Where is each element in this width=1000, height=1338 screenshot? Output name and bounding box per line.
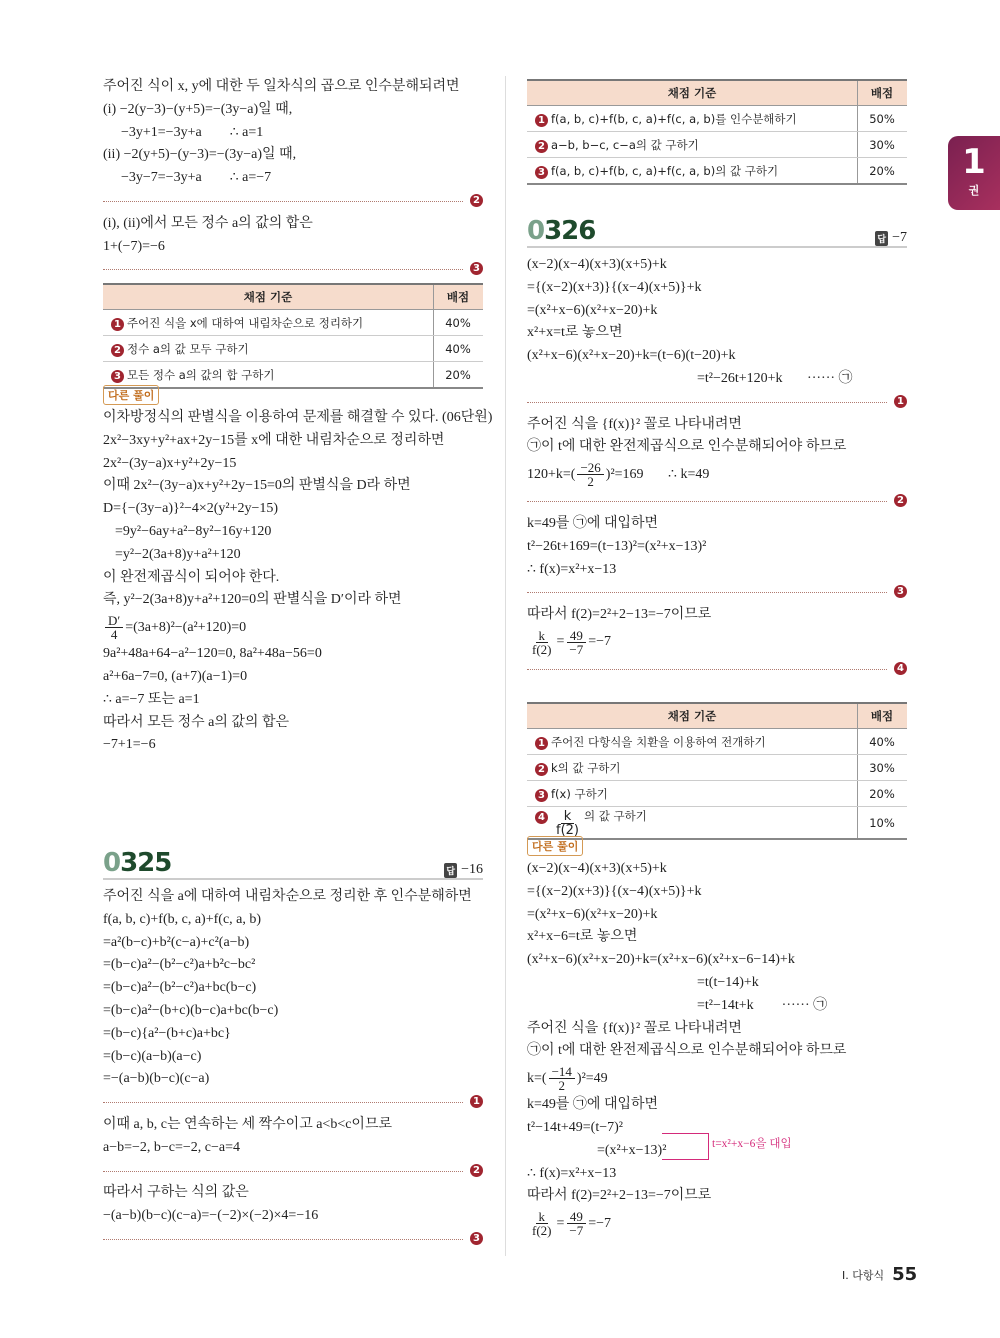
problem-number-prefix: 0 xyxy=(103,848,121,878)
criteria-text: 의 값 구하기 xyxy=(584,809,647,823)
points-cell: 20% xyxy=(858,781,908,807)
criteria-cell xyxy=(527,729,858,755)
dotted-rule xyxy=(103,201,463,202)
header-criteria: 채점 기준 xyxy=(527,80,858,106)
step-marker: 3 xyxy=(470,262,483,275)
dotted-rule xyxy=(527,402,887,403)
points-cell: 30% xyxy=(858,132,908,158)
fraction-numerator: −26 xyxy=(577,461,603,475)
solution-line: (ii) −2(y+5)−(y−3)=−(3y−a)일 때, xyxy=(103,147,297,163)
points-cell: 10% xyxy=(858,807,908,840)
header-points: 배점 xyxy=(858,80,908,106)
step-number-icon: 1 xyxy=(111,318,124,331)
equation-text: )²=49 xyxy=(576,1070,608,1086)
problem-0326 xyxy=(527,214,907,681)
fraction-denominator: 2 xyxy=(558,1078,565,1094)
table-row xyxy=(527,781,907,807)
fraction-numerator: k xyxy=(561,810,575,824)
equation-text: = xyxy=(556,1215,565,1231)
solution-line: 따라서 f(2)=2²+2−13=−7이므로 xyxy=(527,607,712,623)
solution-line: 주어진 식을 a에 대하여 내림차순으로 정리한 후 인수분해하면 xyxy=(103,889,472,904)
step-marker: 3 xyxy=(470,1232,483,1245)
step-marker: 2 xyxy=(470,1164,483,1177)
score-table xyxy=(527,79,907,185)
fraction xyxy=(105,614,123,641)
criteria-text: f(x) 구하기 xyxy=(551,786,608,801)
fraction xyxy=(566,1210,586,1237)
step-divider xyxy=(103,190,483,213)
points-cell: 30% xyxy=(858,755,908,781)
step-number-icon: 3 xyxy=(111,370,124,383)
answer-label: 답 xyxy=(444,863,457,878)
solution-line: (x²+x−6)(x²+x−20)+k=(x²+x−6)(x²+x−6−14)+k xyxy=(527,952,795,968)
step-divider xyxy=(103,1228,483,1251)
step-number-icon: 3 xyxy=(535,166,548,179)
solution-line: ∴ f(x)=x²+x−13 xyxy=(527,561,617,577)
problem-number xyxy=(103,848,171,878)
step-divider xyxy=(103,1091,483,1114)
equation-line xyxy=(527,1208,907,1239)
right-alternative-solution xyxy=(527,836,907,1239)
solution-line: =(b−c)a²−(b+c)(b−c)a+bc(b−c) xyxy=(103,1002,279,1018)
substitution-bracket xyxy=(662,1133,709,1160)
equation-text: 120+k=( xyxy=(527,466,576,482)
left-score-table xyxy=(103,283,483,389)
problem-number-rest: 326 xyxy=(544,216,596,246)
step-divider xyxy=(103,1160,483,1183)
page-footer xyxy=(842,1264,917,1285)
solution-line: =9y²−6ay+a²−8y²−16y+120 xyxy=(115,523,272,539)
solution-line: 즉, y²−2(3a+8)y+a²+120=0의 판별식을 D′이라 하면 xyxy=(103,592,402,608)
solution-line: x²+x=t로 놓으면 xyxy=(527,325,623,341)
left-solution-top xyxy=(103,76,483,281)
dotted-rule xyxy=(103,1171,463,1172)
problem-0325 xyxy=(103,846,483,1251)
solution-line: t²−26t+169=(t−13)²=(x²+x−13)² xyxy=(527,538,707,554)
points-cell: 40% xyxy=(858,729,908,755)
fraction-denominator: 4 xyxy=(110,627,118,643)
points-cell: 20% xyxy=(434,362,484,389)
step-number-icon: 1 xyxy=(535,114,548,127)
fraction-numerator: −14 xyxy=(549,1065,575,1079)
criteria-cell xyxy=(527,807,858,840)
step-divider xyxy=(527,391,907,414)
step-marker: 2 xyxy=(470,194,483,207)
solution-line: =(b−c)a²−(b²−c²)a+bc(b−c) xyxy=(103,980,257,996)
left-alt-lines xyxy=(103,407,493,757)
equation-text: k=( xyxy=(527,1070,547,1086)
solution-line: 따라서 모든 정수 a의 값의 합은 xyxy=(103,714,290,730)
fraction-denominator: f(2) xyxy=(532,1223,552,1239)
dotted-rule xyxy=(527,592,887,593)
header-points: 배점 xyxy=(858,703,908,729)
column-divider xyxy=(505,76,506,1256)
criteria-text: f(a, b, c)+f(b, c, a)+f(c, a, b)의 값 구하기 xyxy=(551,163,779,178)
fraction-denominator: f(2) xyxy=(556,823,579,838)
volume-label: 권 xyxy=(968,184,980,197)
substitution-note: t=x²+x−6을 대입 xyxy=(712,1138,792,1150)
solution-line: 따라서 f(2)=2²+2−13=−7이므로 xyxy=(527,1188,712,1204)
solution-line: =−(a−b)(b−c)(c−a) xyxy=(103,1071,210,1087)
table-header-row xyxy=(527,80,907,106)
dotted-rule xyxy=(527,669,887,670)
dotted-rule xyxy=(527,501,887,502)
answer-value: −7 xyxy=(892,230,907,245)
points-cell: 20% xyxy=(858,158,908,185)
step-divider xyxy=(103,258,483,281)
solution-line: f(a, b, c)+f(b, c, a)+f(c, a, b) xyxy=(103,911,262,927)
header-points: 배점 xyxy=(434,284,484,310)
solution-line: 이때 a, b, c는 연속하는 세 짝수이고 a<b<c이므로 xyxy=(103,1116,393,1132)
solution-line: 2x²−(3y−a)x+y²+2y−15 xyxy=(103,455,237,471)
left-alternative-solution xyxy=(103,385,493,757)
step-number-icon: 4 xyxy=(535,811,548,824)
answer-value: −16 xyxy=(461,862,483,877)
table-row xyxy=(527,807,907,840)
table-row xyxy=(103,336,483,362)
fraction-numerator: 49 xyxy=(567,629,586,643)
fraction-denominator: −7 xyxy=(569,641,584,657)
solution-line: =(b−c)a²−(b²−c²)a+b²c−bc² xyxy=(103,957,256,973)
score-table xyxy=(103,283,483,389)
fraction-numerator: k xyxy=(536,1210,549,1224)
solution-line: ={(x−2)(x+3)}{(x−4)(x+5)}+k xyxy=(527,883,702,899)
solution-line: ∴ a=−7 또는 a=1 xyxy=(103,691,200,707)
fraction-denominator: −7 xyxy=(569,1223,584,1239)
solution-line: ㉠이 t에 대한 완전제곱식으로 인수분해되어야 하므로 xyxy=(527,1043,847,1059)
score-table xyxy=(527,702,907,840)
solution-line: (i) −2(y−3)−(y+5)=−(3y−a)일 때, xyxy=(103,101,293,117)
criteria-cell xyxy=(103,310,434,336)
step-marker: 1 xyxy=(894,395,907,408)
points-cell: 50% xyxy=(858,106,908,132)
solution-line: 이 완전제곱식이 되어야 한다. xyxy=(103,569,280,585)
solution-line: (x−2)(x−4)(x+3)(x+5)+k xyxy=(527,861,667,876)
solution-line: 이때 2x²−(3y−a)x+y²+2y−15=0의 판별식을 D라 하면 xyxy=(103,478,411,494)
criteria-text: 주어진 식을 x에 대하여 내림차순으로 정리하기 xyxy=(127,315,364,330)
solution-line: −3y+1=−3y+a ∴ a=1 xyxy=(121,124,264,140)
fraction xyxy=(549,1065,575,1092)
criteria-text: f(a, b, c)+f(b, c, a)+f(c, a, b)를 인수분해하기 xyxy=(551,111,797,126)
right-score-table-2 xyxy=(527,702,907,840)
solution-line: =t(t−14)+k xyxy=(697,974,759,990)
solution-line: 주어진 식을 {f(x)}² 꼴로 나타내려면 xyxy=(527,1020,742,1036)
solution-line: k=49를 ㉠에 대입하면 xyxy=(527,1097,659,1113)
dotted-rule xyxy=(103,1239,463,1240)
step-marker: 4 xyxy=(894,662,907,675)
criteria-text: 주어진 다항식을 치환을 이용하여 전개하기 xyxy=(551,734,766,749)
solution-line: =(b−c){a²−(b+c)a+bc} xyxy=(103,1025,231,1041)
solution-lines xyxy=(103,886,483,1251)
answer-label: 답 xyxy=(875,231,888,246)
criteria-text: 정수 a의 값 모두 구하기 xyxy=(127,341,249,356)
equation-text: =−7 xyxy=(588,634,612,650)
fraction xyxy=(577,461,603,488)
dotted-rule xyxy=(103,1102,463,1103)
solution-line: (x−2)(x−4)(x+3)(x+5)+k xyxy=(527,257,667,272)
fraction-denominator: f(2) xyxy=(532,641,552,657)
equation-line xyxy=(527,627,907,658)
solution-line: =(x²+x−13)² xyxy=(597,1142,667,1158)
problem-number-prefix: 0 xyxy=(527,216,545,246)
solution-lines xyxy=(527,254,907,681)
table-header-row xyxy=(527,703,907,729)
solution-line: 따라서 구하는 식의 값은 xyxy=(103,1185,249,1201)
table-row xyxy=(527,106,907,132)
solution-line: =(x²+x−6)(x²+x−20)+k xyxy=(527,906,658,922)
step-number-icon: 2 xyxy=(535,763,548,776)
solution-line: (i), (ii)에서 모든 정수 a의 값의 합은 xyxy=(103,215,313,231)
fraction xyxy=(566,629,586,656)
fraction xyxy=(529,629,555,656)
solution-line: ∴ f(x)=x²+x−13 xyxy=(527,1165,617,1181)
solution-line: =(b−c)(a−b)(a−c) xyxy=(103,1048,202,1064)
step-marker: 2 xyxy=(894,494,907,507)
equation-text: = xyxy=(556,634,565,650)
right-score-table xyxy=(527,79,907,185)
chapter-title: I. 다항식 xyxy=(842,1268,885,1282)
solution-line: =(x²+x−6)(x²+x−20)+k xyxy=(527,302,658,318)
criteria-cell xyxy=(527,106,858,132)
table-header-row xyxy=(103,284,483,310)
solution-line: 주어진 식을 {f(x)}² 꼴로 나타내려면 xyxy=(527,416,742,432)
step-number-icon: 3 xyxy=(535,789,548,802)
table-row xyxy=(527,132,907,158)
equation-text: )²=169 ∴ k=49 xyxy=(605,467,710,483)
alt-solution-badge: 다른 풀이 xyxy=(103,385,159,405)
fraction-numerator: k xyxy=(536,629,549,643)
problem-number-rest: 325 xyxy=(120,848,172,878)
solution-line: D={−(3y−a)}²−4×2(y²+2y−15) xyxy=(103,501,279,517)
table-row xyxy=(103,310,483,336)
criteria-text: a−b, b−c, c−a의 값 구하기 xyxy=(551,137,699,152)
solution-line: =a²(b−c)+b²(c−a)+c²(a−b) xyxy=(103,934,250,950)
answer xyxy=(444,862,483,878)
solution-line: 2x²−3xy+y²+ax+2y−15를 x에 대한 내림차순으로 정리하면 xyxy=(103,432,445,448)
fraction-numerator: 49 xyxy=(567,1210,586,1224)
page-number: 55 xyxy=(892,1264,918,1285)
volume-tab xyxy=(948,136,1000,210)
step-marker: 1 xyxy=(470,1095,483,1108)
solution-line: t²−14t+49=(t−7)² xyxy=(527,1119,623,1135)
solution-line: 1+(−7)=−6 xyxy=(103,238,165,254)
header-criteria: 채점 기준 xyxy=(527,703,858,729)
alt-solution-badge: 다른 풀이 xyxy=(527,836,583,856)
problem-number xyxy=(527,216,595,246)
fraction xyxy=(553,810,582,837)
step-divider xyxy=(527,581,907,604)
solution-line: k=49를 ㉠에 대입하면 xyxy=(527,515,659,531)
solution-line: x²+x−6=t로 놓으면 xyxy=(527,929,638,945)
solution-line: ={(x−2)(x+3)}{(x−4)(x+5)}+k xyxy=(527,279,702,295)
header-criteria: 채점 기준 xyxy=(103,284,434,310)
equation-text: =−7 xyxy=(588,1215,612,1231)
solution-line: a−b=−2, b−c=−2, c−a=4 xyxy=(103,1139,241,1155)
criteria-cell xyxy=(103,336,434,362)
fraction-numerator: D′ xyxy=(105,614,123,628)
step-divider xyxy=(527,490,907,513)
solution-line: −3y−7=−3y+a ∴ a=−7 xyxy=(121,170,272,186)
criteria-cell xyxy=(527,132,858,158)
step-marker: 3 xyxy=(894,585,907,598)
equation-line xyxy=(527,1063,907,1094)
table-row xyxy=(527,158,907,185)
solution-line: −(a−b)(b−c)(c−a)=−(−2)×(−2)×4=−16 xyxy=(103,1208,319,1224)
points-cell: 40% xyxy=(434,310,484,336)
criteria-cell xyxy=(527,755,858,781)
answer xyxy=(875,230,907,246)
problem-header xyxy=(103,846,483,880)
volume-number: 1 xyxy=(962,142,986,182)
criteria-text: k의 값 구하기 xyxy=(551,760,621,775)
criteria-text: 모든 정수 a의 값의 합 구하기 xyxy=(127,367,275,382)
problem-header xyxy=(527,214,907,248)
equation-text: =(3a+8)²−(a²+120)=0 xyxy=(125,619,247,635)
step-number-icon: 2 xyxy=(111,344,124,357)
solution-line: 9a²+48a+64−a²−120=0, 8a²+48a−56=0 xyxy=(103,646,322,662)
dotted-rule xyxy=(103,269,463,270)
equation-line xyxy=(527,459,907,490)
solution-line: 주어진 식이 x, y에 대한 두 일차식의 곱으로 인수분해되려면 xyxy=(103,79,460,94)
table-row xyxy=(527,729,907,755)
step-divider xyxy=(527,658,907,681)
solution-line: 이차방정식의 판별식을 이용하여 문제를 해결할 수 있다. (06단원) xyxy=(103,410,493,425)
points-cell: 40% xyxy=(434,336,484,362)
step-number-icon: 1 xyxy=(535,737,548,750)
fraction-denominator: 2 xyxy=(587,474,594,490)
criteria-cell xyxy=(527,158,858,185)
solution-line: =t²−26t+120+k ······ ㉠ xyxy=(697,370,853,386)
solution-line: −7+1=−6 xyxy=(103,737,156,753)
criteria-cell xyxy=(527,781,858,807)
equation-line xyxy=(103,612,483,643)
table-row xyxy=(527,755,907,781)
solution-line: ㉠이 t에 대한 완전제곱식으로 인수분해되어야 하므로 xyxy=(527,439,847,455)
solution-line: =y²−2(3a+8)y+a²+120 xyxy=(115,546,241,562)
right-alt-lines xyxy=(527,858,907,1239)
step-number-icon: 2 xyxy=(535,140,548,153)
solution-line: (x²+x−6)(x²+x−20)+k=(t−6)(t−20)+k xyxy=(527,348,736,364)
solution-line: =t²−14t+k ······ ㉠ xyxy=(697,997,828,1013)
solution-line: a²+6a−7=0, (a+7)(a−1)=0 xyxy=(103,668,248,684)
fraction xyxy=(529,1210,555,1237)
